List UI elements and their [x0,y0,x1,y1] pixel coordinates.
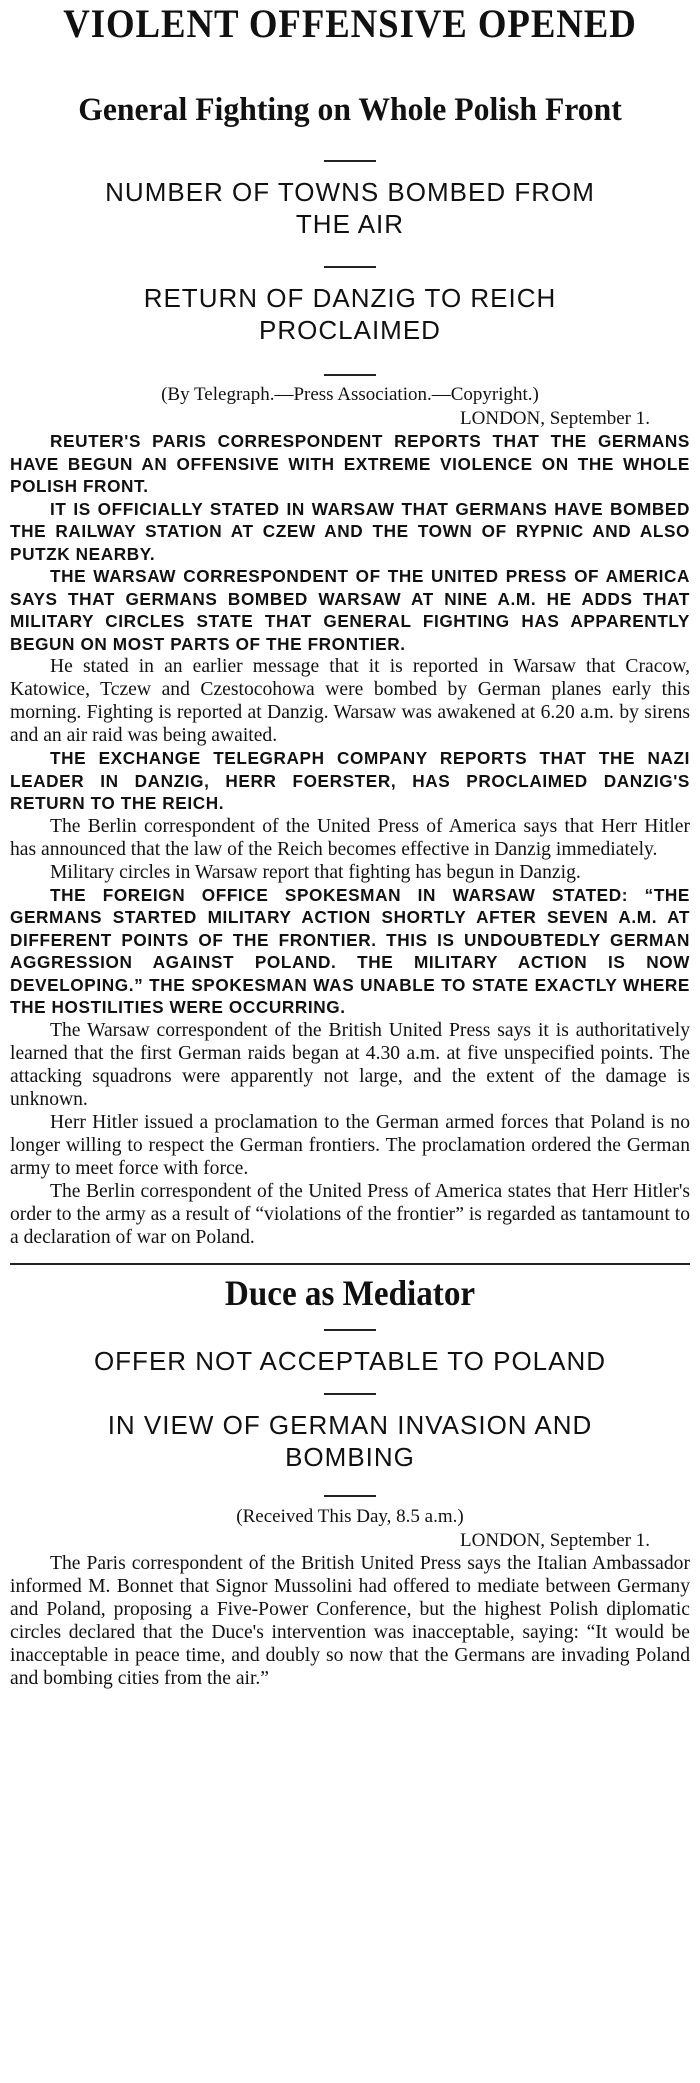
paragraph: REUTER'S PARIS CORRESPONDENT REPORTS THAT THE GERMANS HAVE BEGUN AN OFFENSIVE WITH EXTREME VIOLENCE ON THE WHOLE POLISH FRONT. [10,431,690,496]
paragraph: The Berlin correspondent of the United Press of America states that Herr Hitler's order to the army as a result of “violations of the frontier” is regarded as tantamount to a declaration of war on Poland. [10,1180,690,1248]
dateline: LONDON, September 1. [460,408,650,429]
paragraph: Military circles in Warsaw report that fighting has begun in Danzig. [50,861,581,883]
duce-headline: Duce as Mediator [224,1272,476,1313]
dateline: LONDON, September 1. [460,1529,650,1551]
rule-divider [324,1393,376,1395]
paragraph: THE WARSAW CORRESPONDENT OF THE UNITED PRESS OF AMERICA SAYS THAT GERMANS BOMBED WARSAW AT NINE A.M. HE ADDS THAT MILITARY CIRCLES STATE THAT GENERAL FIGHTING HAS APPARENTLY BEGUN ON MOST PARTS OF THE FRONTIER. [10,566,690,654]
paragraph: THE EXCHANGE TELEGRAPH COMPANY REPORTS THAT THE NAZI LEADER IN DANZIG, HERR FOERSTER, HAS PROCLAIMED DANZIG'S RETURN TO THE REICH. [10,748,690,813]
deck-towns-bombed: NUMBER OF TOWNS BOMBED FROM THE AIR [105,177,595,239]
paragraph: THE FOREIGN OFFICE SPOKESMAN IN WARSAW STATED: “THE GERMANS STARTED MILITARY ACTION SHORTLY AFTER SEVEN A.M. AT DIFFERENT POINTS OF THE FRONTIER. THIS IS UNDOUBTEDLY GERMAN AGGRESSION AGAINST POLAND. THE MILITARY ACTION IS NOW DEVELOPING.” THE SPOKESMAN WAS UNABLE TO STATE EXACTLY WHERE THE HOSTILITIES WERE OCCURRING. [10,884,690,1017]
paragraph: The Warsaw correspondent of the British United Press says it is authoritatively learned that the first German raids began at 4.30 a.m. at five unspecified points. The attacking squadrons were apparently not large, and the extent of the damage is unknown. [10,1019,690,1110]
byline: (Received This Day, 8.5 a.m.) [236,1505,464,1527]
rule-divider [324,266,376,268]
paragraph: Herr Hitler issued a proclamation to the German armed forces that Poland is no longer willing to respect the German frontiers. The proclamation ordered the German army to meet force with force. [10,1111,690,1179]
rule-divider [324,160,376,162]
rule-divider [324,1329,376,1331]
sub-headline: General Fighting on Whole Polish Front [78,92,622,128]
section-divider [10,1263,690,1265]
rule-divider [324,1495,376,1497]
paragraph: IT IS OFFICIALLY STATED IN WARSAW THAT GERMANS HAVE BOMBED THE RAILWAY STATION AT CZEW AND THE TOWN OF RYPNIC AND ALSO PUTZK NEARBY. [10,498,690,564]
rule-divider [324,374,376,376]
deck-danzig-return: RETURN OF DANZIG TO REICH PROCLAIMED [143,283,557,345]
paragraph: The Berlin correspondent of the United Press of America says that Herr Hitler has announced that the law of the Reich becomes effective in Danzig immediately. [10,815,690,860]
paragraph: He stated in an earlier message that it is reported in Warsaw that Cracow, Katowice, Tczew and Czestocohowa were bombed by German planes early this morning. Fighting is reported at Danzig. Warsaw was awakened at 6.20 a.m. by sirens and an air raid was being awaited. [10,656,690,746]
deck-german-invasion: IN VIEW OF GERMAN INVASION AND BOMBING [107,1409,593,1472]
deck-offer-not-acceptable: OFFER NOT ACCEPTABLE TO POLAND [93,1345,607,1376]
main-headline: VIOLENT OFFENSIVE OPENED [63,1,637,46]
paragraph: The Paris correspondent of the British United Press says the Italian Ambassador informed M. Bonnet that Signor Mussolini had offered to mediate between Germany and Poland, proposing a Five-Power Conference, but the highest Polish diplomatic circles declared that the Duce's intervention was inacceptable, saying: “It would be inacceptable in peace time, and doubly so now that the Germans are invading Poland and bombing cities from the air.” [10,1552,690,1689]
byline: (By Telegraph.—Press Association.—Copyright.) [161,384,539,405]
